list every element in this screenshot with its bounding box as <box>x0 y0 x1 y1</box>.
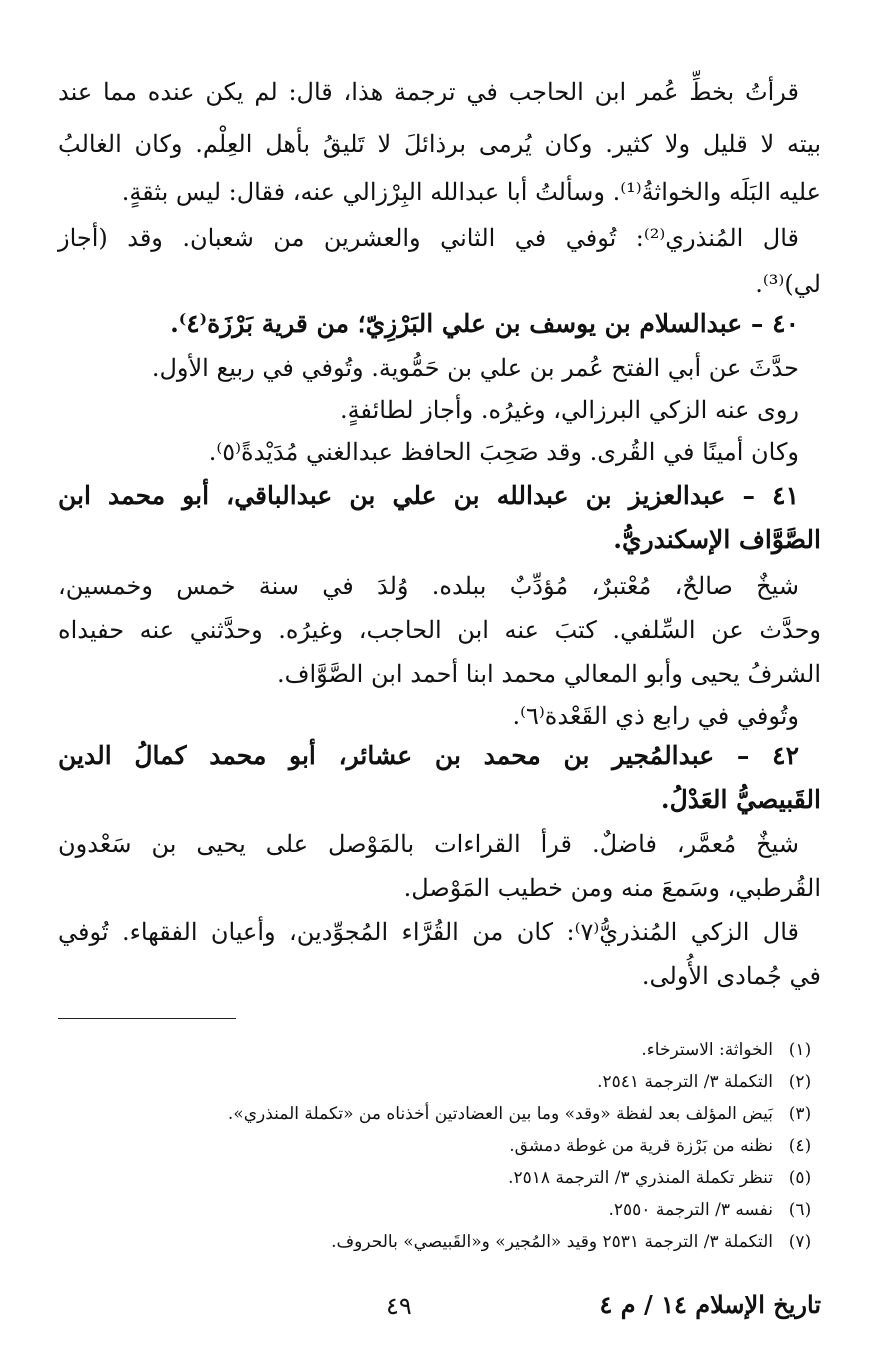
footnote-number: (٢) <box>788 1072 812 1092</box>
text-line: وتُوفي في رابع ذي القَعْدة⁽٦⁾. <box>512 702 799 730</box>
entry-heading-line: ٤١ – عبدالعزيز بن عبدالله بن علي بن عبدالباقي، أبو محمد ابن <box>58 481 799 510</box>
footnote-number: (٣) <box>788 1104 812 1124</box>
text-line: في جُمادى الأُولى. <box>641 962 821 990</box>
text-line: روى عنه الزكي البرزالي، وغيرُه. وأجاز لطائفةٍ. <box>339 396 799 424</box>
footnote <box>80 1166 815 1190</box>
footnote-number: (١) <box>788 1040 812 1060</box>
footnote-text: بَيض المؤلف بعد لفظة «وقد» وما بين العضادتين أخذناه من «تكملة المنذري». <box>227 1104 773 1124</box>
text-line: عليه البَلَه والخواثةُ⁽¹⁾. وسألتُ أبا عبدالله البِرْزالي عنه، فقال: ليس بثقةٍ. <box>121 178 821 206</box>
page-number: ٤٩ <box>386 1292 412 1320</box>
footnote-number: (٤) <box>788 1136 812 1156</box>
footnote <box>80 1134 815 1158</box>
text-line: قال المُنذري⁽²⁾: تُوفي في الثاني والعشرين من شعبان. وقد (أجاز <box>58 224 799 252</box>
text-line: الشرفُ يحيى وأبو المعالي محمد ابنا أحمد ابن الصَّوَّاف. <box>276 660 821 688</box>
footnote-text: تنظر تكملة المنذري ٣/ الترجمة ٢٥١٨. <box>508 1168 773 1188</box>
footnote <box>80 1070 815 1094</box>
footnote-number: (٧) <box>788 1232 812 1252</box>
footnote-separator <box>58 1018 236 1019</box>
footnote <box>80 1230 815 1254</box>
text-line: لي)⁽³⁾. <box>755 270 821 298</box>
footnote-number: (٦) <box>788 1200 812 1220</box>
text-line: وحدَّث عن السِّلفي. كتبَ عنه ابن الحاجب، وغيرُه. وحدَّثني عنه حفيداه <box>58 616 821 644</box>
footnote-text: التكملة ٣/ الترجمة ٢٥٣١ وقيد «المُجير» و«القَبيصي» بالحروف. <box>331 1232 773 1252</box>
footnote-number: (٥) <box>788 1168 812 1188</box>
page-footer <box>58 1290 821 1330</box>
text-line: القُرطبي، وسَمعَ منه ومن خطيب المَوْصل. <box>403 874 821 902</box>
footnote <box>80 1102 815 1126</box>
entry-heading-line: القَبيصيُّ العَدْلُ. <box>660 785 821 814</box>
footnote <box>80 1038 815 1062</box>
text-line: شيخٌ مُعمَّر، فاضلٌ. قرأ القراءات بالمَوْصل على يحيى بن سَعْدون <box>58 830 799 858</box>
footnote-text: التكملة ٣/ الترجمة ٢٥٤١. <box>597 1072 773 1092</box>
text-line: حدَّثَ عن أبي الفتح عُمر بن علي بن حَمُّوية. وتُوفي في ربيع الأول. <box>151 354 799 382</box>
text-line: قال الزكي المُنذريُّ⁽٧⁾: كان من القُرَّاء المُجوِّدين، وأعيان الفقهاء. تُوفي <box>58 918 799 946</box>
footnote-text: نفسه ٣/ الترجمة ٢٥٥٠. <box>608 1200 773 1220</box>
footnote-text: الخواثة: الاسترخاء. <box>641 1040 773 1060</box>
text-line: وكان أمينًا في القُرى. وقد صَحِبَ الحافظ عبدالغني مُدَيْدةً⁽٥⁾. <box>208 438 799 466</box>
footnote <box>80 1198 815 1222</box>
entry-heading-line: الصَّوَّاف الإسكندريُّ. <box>613 525 821 554</box>
book-title: تاريخ الإسلام ١٤ / م ٤ <box>599 1290 821 1319</box>
footnote-text: نظنه من بَرْزة قرية من غوطة دمشق. <box>509 1136 773 1156</box>
entry-heading-line: ٤٢ – عبدالمُجير بن محمد بن عشائر، أبو محمد كمالُ الدين <box>58 741 799 770</box>
entry-heading-line: ٤٠ – عبدالسلام بن يوسف بن علي البَرْزِيّ؛ من قرية بَرْزَة⁽٤⁾. <box>170 309 799 338</box>
text-line: شيخٌ صالحٌ، مُعْتبرٌ، مُؤدِّبٌ ببلده. وُلدَ في سنة خمس وخمسين، <box>58 572 799 600</box>
text-line: بيته لا قليل ولا كثير. وكان يُرمى برذائلَ لا تَليقُ بأهل العِلْم. وكان الغالبُ <box>58 130 822 158</box>
text-line: قرأتُ بخطِّ عُمر ابن الحاجب في ترجمة هذا، قال: لم يكن عنده مما عند <box>58 78 799 106</box>
